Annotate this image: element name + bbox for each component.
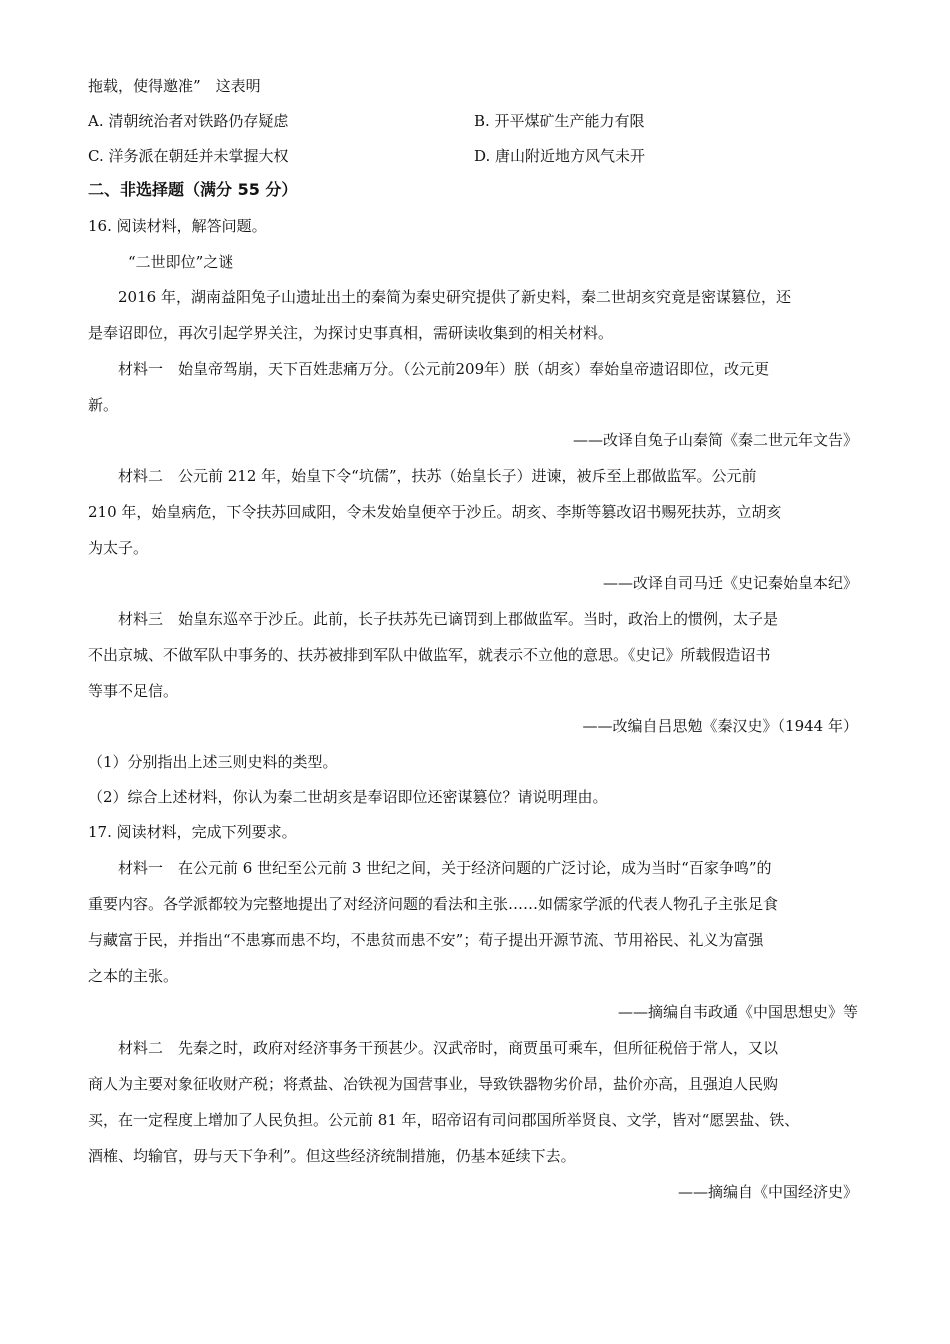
q17-material2-line: 商人为主要对象征收财产税；将煮盐、冶铁视为国营事业，导致铁器物劣价昂，盐价亦高，且强迫人民购: [88, 1075, 779, 1093]
q16-intro-line: 是奉诏即位，再次引起学界关注，为探讨史事真相，需研读收集到的相关材料。: [88, 324, 614, 342]
q16-material1-source: ——改译自兔子山秦简《秦二世元年文告》: [572, 431, 858, 449]
q16-material3-line: 材料三 始皇东巡卒于沙丘。此前，长子扶苏先已谪罚到上郡做监军。当时，政治上的惯例，太子是: [118, 610, 779, 628]
q16-subquestion-1: （1）分别指出上述三则史料的类型。: [88, 753, 338, 771]
section-title: 二、非选择题（满分 55 分）: [88, 180, 298, 199]
q16-material3-line: 等事不足信。: [88, 682, 179, 700]
q16-intro-line: 2016 年，湖南益阳兔子山遗址出土的秦简为秦史研究提供了新史料，秦二世胡亥究竟是密谋篡位，还: [118, 288, 791, 306]
option-c: C. 洋务派在朝廷并未掌握大权: [88, 147, 289, 165]
q16-material2-line: 210 年，始皇病危，下令扶苏回咸阳，令未发始皇便卒于沙丘。胡亥、李斯等篡改诏书赐死扶苏，立胡亥: [88, 503, 782, 521]
option-a: A. 清朝统治者对铁路仍存疑虑: [88, 112, 289, 130]
option-b: B. 开平煤矿生产能力有限: [474, 112, 645, 130]
q16-material2-source: ——改译自司马迁《史记秦始皇本纪》: [602, 574, 858, 592]
q17-material2-line: 酒榷、均输官，毋与天下争利”。但这些经济统制措施，仍基本延续下去。: [88, 1147, 576, 1165]
q16-material3-line: 不出京城、不做军队中事务的、扶苏被排到军队中做监军，就表示不立他的意思。《史记》所载假造诏书: [88, 646, 771, 664]
q17-material2-source: ——摘编自《中国经济史》: [677, 1183, 858, 1201]
q16-material2-line: 为太子。: [88, 539, 149, 557]
q17-material1-line: 重要内容。各学派都较为完整地提出了对经济问题的看法和主张……如儒家学派的代表人物孔子主张足食: [88, 895, 779, 913]
q17-material1-line: 与藏富于民，并指出“不患寡而患不均，不患贫而患不安”；荀子提出开源节流、节用裕民、礼义为富强: [88, 931, 764, 949]
q17-material1-line: 材料一 在公元前 6 世纪至公元前 3 世纪之间，关于经济问题的广泛讨论，成为当时“百家争鸣”的: [118, 859, 772, 877]
q17-material2-line: 买，在一定程度上增加了人民负担。公元前 81 年，昭帝诏有司问郡国所举贤良、文学，皆对“愿罢盐、铁、: [88, 1111, 800, 1129]
q16-material3-source: ——改编自吕思勉《秦汉史》（1944 年）: [582, 717, 858, 735]
q16-subtitle: “二世即位”之谜: [128, 253, 234, 271]
q16-stem: 16. 阅读材料，解答问题。: [88, 217, 267, 235]
q17-material1-line: 之本的主张。: [88, 967, 179, 985]
q17-stem: 17. 阅读材料，完成下列要求。: [88, 823, 297, 841]
q16-material2-line: 材料二 公元前 212 年，始皇下令“坑儒”，扶苏（始皇长子）进谏，被斥至上郡做监军。公元前: [118, 467, 757, 485]
option-d: D. 唐山附近地方风气未开: [474, 147, 646, 165]
q17-material2-line: 材料二 先秦之时，政府对经济事务干预甚少。汉武帝时，商贾虽可乘车，但所征税倍于常人，又以: [118, 1039, 779, 1057]
q16-subquestion-2: （2）综合上述材料，你认为秦二世胡亥是奉诏即位还密谋篡位？请说明理由。: [88, 788, 608, 806]
q16-material1-line: 材料一 始皇帝驾崩，天下百姓悲痛万分。（公元前209年）朕（胡亥）奉始皇帝遗诏即位，改元更: [118, 360, 770, 378]
q17-material1-source: ——摘编自韦政通《中国思想史》等: [617, 1003, 858, 1021]
q15-stem-tail: 拖载，使得邀准” 这表明: [88, 77, 261, 95]
q16-material1-line: 新。: [88, 396, 119, 414]
